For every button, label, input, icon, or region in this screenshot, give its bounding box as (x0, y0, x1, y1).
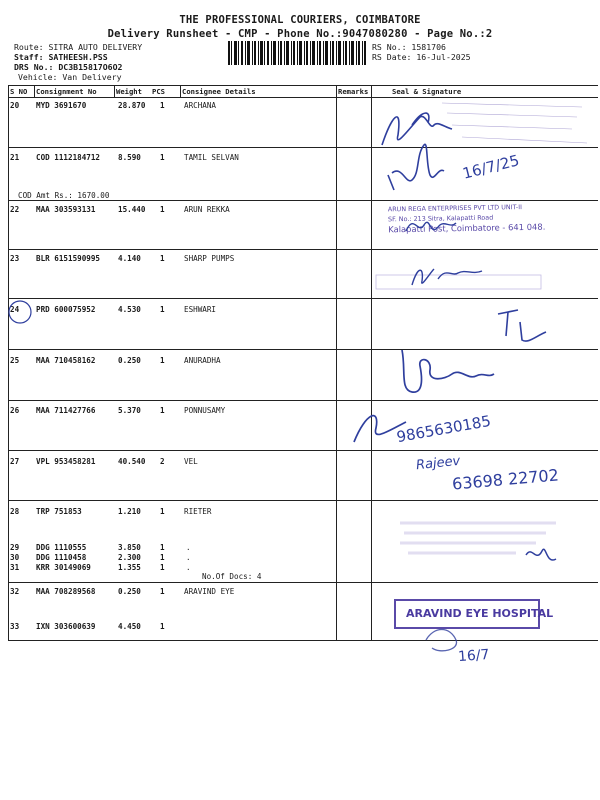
col-divider (336, 85, 337, 640)
row-consignee: SHARP PUMPS (184, 254, 235, 263)
row-consignment: DDG 1110458 (36, 553, 87, 562)
row-pcs: 1 (160, 205, 165, 214)
row-consignment: BLR 6151590995 (36, 254, 101, 263)
rs-date: RS Date: 16-Jul-2025 (372, 52, 471, 62)
col-pcs: PCS (152, 87, 165, 96)
row-consignment: KRR 30149069 (36, 563, 91, 572)
col-divider (371, 85, 372, 640)
row-consignment: TRP 751853 (36, 507, 82, 516)
table-top-rule (8, 85, 598, 86)
row-weight: 4.140 (118, 254, 141, 263)
row-consignment: DDG 1110555 (36, 543, 87, 552)
row-pcs: 1 (160, 563, 165, 572)
row-weight: 2.300 (118, 553, 141, 562)
stamp-line: ARUN REGA ENTERPRISES PVT LTD UNIT-II (387, 203, 523, 214)
signature-arun-rekka (400, 205, 500, 245)
row-weight: 1.210 (118, 507, 141, 516)
row-sno: 22 (10, 205, 20, 214)
row-rule (8, 400, 598, 401)
handwritten-phone: 63698 22702 (451, 465, 560, 494)
row-weight: 3.850 (118, 543, 141, 552)
row-consignment: VPL 953458281 (36, 457, 96, 466)
table-bottom-rule (8, 640, 598, 641)
row-pcs: 1 (160, 507, 165, 516)
row-consignment: MAA 711427766 (36, 406, 96, 415)
stamp-line: SF. No.: 213 Sitra, Kalapatti Road (387, 213, 494, 224)
row-consignee: ESHWARI (184, 305, 217, 314)
row-consignee: RIETER (184, 507, 212, 516)
row-rule (8, 450, 598, 451)
faded-stamp-rieter (396, 515, 576, 575)
row-consignee: . (186, 553, 191, 562)
row-sno: 24 (10, 305, 20, 314)
col-remarks: Remarks (338, 87, 369, 96)
row-pcs: 1 (160, 356, 165, 365)
handwritten-date: 16/7/25 (460, 151, 522, 183)
row-sno: 33 (10, 622, 20, 631)
row-rule (8, 582, 598, 583)
row-sno: 21 (10, 153, 20, 162)
row-sno: 27 (10, 457, 20, 466)
row-consignment: PRD 600075952 (36, 305, 96, 314)
col-weight: Weight (116, 87, 142, 96)
row-consignment: MAA 708289568 (36, 587, 96, 596)
row-consignment: MAA 710458162 (36, 356, 96, 365)
route-label: Route: SITRA AUTO DELIVERY (14, 42, 143, 52)
row-consignment: MAA 303593131 (36, 205, 96, 214)
row-sno: 20 (10, 101, 20, 110)
cod-amount: COD Amt Rs.: 1670.00 (18, 191, 110, 200)
staff-label: Staff: SATHEESH.PSS (14, 52, 108, 62)
row-sno: 23 (10, 254, 20, 263)
row-weight: 4.450 (118, 622, 141, 631)
row-pcs: 2 (160, 457, 165, 466)
row-pcs: 1 (160, 406, 165, 415)
drs-label: DRS No.: DC3B15817O6O2 (14, 62, 123, 72)
row-pcs: 1 (160, 553, 165, 562)
signature-anuradha (392, 340, 512, 400)
col-divider (180, 85, 181, 97)
row-sno: 28 (10, 507, 20, 516)
row-consignee: VEL (184, 457, 198, 466)
col-consignment: Consignment No (36, 87, 97, 96)
row-weight: 0.250 (118, 356, 141, 365)
col-divider (8, 85, 9, 640)
row-pcs: 1 (160, 101, 165, 110)
row-pcs: 1 (160, 305, 165, 314)
row-sno: 26 (10, 406, 20, 415)
row-rule (8, 500, 598, 501)
row-consignment: COD 1112184712 (36, 153, 101, 162)
row-consignment: MYD 3691670 (36, 101, 87, 110)
row-weight: 15.440 (118, 205, 146, 214)
vehicle-label: Vehicle: Van Delivery (18, 72, 122, 82)
row-sno: 25 (10, 356, 20, 365)
row-sno: 31 (10, 563, 20, 572)
row-consignee: TAMIL SELVAN (184, 153, 239, 162)
stamp-aravind-text: ARAVIND EYE HOSPITAL (406, 607, 554, 620)
col-divider (114, 85, 115, 97)
handwritten-date: 16/7 (457, 646, 490, 666)
row-pcs: 1 (160, 254, 165, 263)
col-divider (34, 85, 35, 97)
row-consignee: ANURADHA (184, 356, 221, 365)
runsheet-subtitle: Delivery Runsheet - CMP - Phone No.:9047080280 - Page No.:2 (107, 28, 493, 40)
row-rule (8, 200, 598, 201)
stamp-line: Kalapatti Post, Coimbatore - 641 048. (388, 221, 546, 235)
row-pcs: 1 (160, 587, 165, 596)
signature-sharp-pumps (372, 255, 552, 300)
col-sno: S NO (10, 87, 28, 96)
handwritten-name: Rajeev (415, 453, 461, 474)
row-weight: 1.355 (118, 563, 141, 572)
row-pcs: 1 (160, 622, 165, 631)
barcode (228, 41, 366, 65)
row-sno: 32 (10, 587, 20, 596)
row-pcs: 1 (160, 153, 165, 162)
row-rule (8, 249, 598, 250)
col-signature: Seal & Signature (392, 87, 462, 96)
rs-number: RS No.: 1581706 (372, 42, 446, 52)
row-weight: 8.590 (118, 153, 141, 162)
row-consignee: . (186, 543, 191, 552)
ink-circle-mark (6, 298, 36, 328)
row-consignee: ARUN REKKA (184, 205, 230, 214)
company-title: THE PROFESSIONAL COURIERS, COIMBATORE (179, 14, 421, 26)
row-sno: 30 (10, 553, 20, 562)
row-weight: 40.540 (118, 457, 146, 466)
row-weight: 0.250 (118, 587, 141, 596)
row-consignee: . (186, 563, 191, 572)
row-consignee: PONNUSAMY (184, 406, 226, 415)
row-pcs: 1 (160, 543, 165, 552)
row-weight: 4.530 (118, 305, 141, 314)
row-weight: 28.870 (118, 101, 146, 110)
row-consignee: ARCHANA (184, 101, 217, 110)
row-sno: 29 (10, 543, 20, 552)
row-weight: 5.370 (118, 406, 141, 415)
row-consignee: ARAVIND EYE (184, 587, 235, 596)
doc-count: No.Of Docs: 4 (202, 572, 262, 581)
handwritten-phone: 9865630185 (395, 411, 493, 447)
row-consignment: IXN 303600639 (36, 622, 96, 631)
col-consignee: Consignee Details (182, 87, 256, 96)
